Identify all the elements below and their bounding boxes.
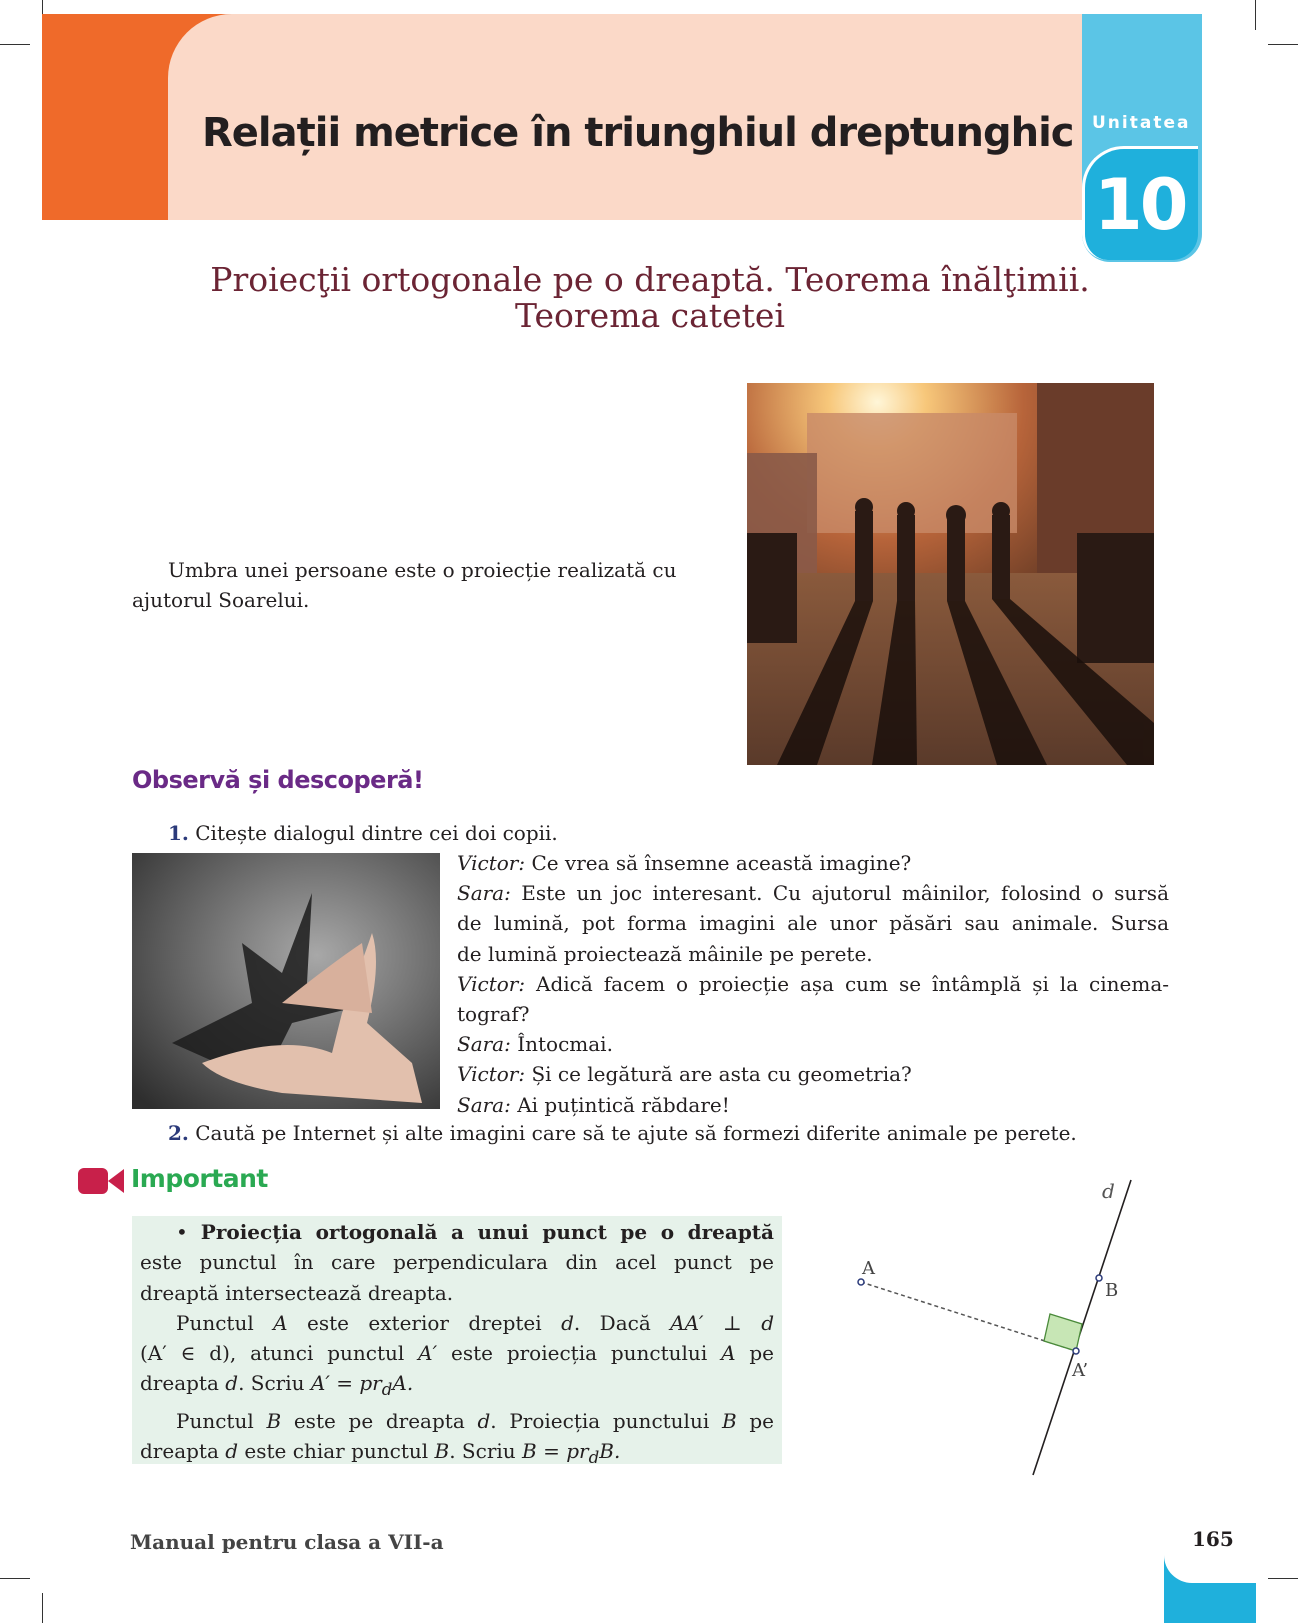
footer-book-title: Manual pentru clasa a VII-a xyxy=(130,1530,444,1554)
lesson-title xyxy=(100,262,1200,334)
def-word: este chiar punctul xyxy=(244,1439,429,1464)
def-word: pe xyxy=(749,1341,774,1366)
hand-shadow-illustration xyxy=(132,853,440,1109)
dialog-line xyxy=(457,969,1169,999)
exercise-item-2 xyxy=(168,1118,1077,1148)
point-B xyxy=(1096,1275,1102,1281)
math-formula: B. xyxy=(599,1439,621,1464)
def-line xyxy=(140,1406,774,1436)
chapter-title: Relații metrice în triunghiul dreptunghic xyxy=(202,110,1074,156)
math-formula: B = pr xyxy=(522,1439,589,1464)
crop-mark xyxy=(0,1578,30,1579)
def-word: . Proiecția punctului xyxy=(490,1408,710,1433)
item1-number: 1. xyxy=(168,821,189,845)
crop-mark xyxy=(1268,44,1298,45)
dialog-line xyxy=(457,1059,1169,1089)
def-word: . Scriu xyxy=(238,1371,305,1396)
camera-icon xyxy=(78,1166,124,1196)
def-word: este pe dreapta xyxy=(293,1408,465,1433)
def-line xyxy=(140,1338,774,1368)
def-line: dreaptă intersectează dreapta. xyxy=(140,1280,454,1305)
crop-mark xyxy=(42,1593,43,1623)
hand-shadow-photo xyxy=(132,853,440,1109)
def-line xyxy=(140,1217,774,1247)
crop-mark xyxy=(0,44,30,45)
definition-text xyxy=(140,1217,774,1473)
important-heading: Important xyxy=(131,1164,268,1193)
dialog-line xyxy=(457,1029,1169,1059)
speaker-victor: Victor: xyxy=(457,971,526,996)
dialog-line xyxy=(457,1090,1169,1120)
math-subscript: d xyxy=(588,1448,600,1468)
right-angle-mark xyxy=(1044,1314,1082,1351)
math-formula: A. xyxy=(392,1371,414,1396)
def-line: este punctul în care perpendiculara din acel punct pe xyxy=(140,1250,774,1275)
dialog-text: Este un joc interesant. Cu ajutorul mâinilor, folosind o sursă xyxy=(521,881,1169,906)
def-word: dreapta xyxy=(140,1439,219,1464)
speaker-sara: Sara: xyxy=(457,1092,511,1117)
label-B: B xyxy=(1105,1280,1119,1301)
math-symbol: B xyxy=(721,1408,737,1433)
math-symbol: B xyxy=(434,1439,450,1464)
math-symbol: d xyxy=(477,1408,491,1433)
exercise-item-1 xyxy=(168,818,558,848)
def-word: . Dacă xyxy=(573,1310,651,1335)
label-d: d xyxy=(1102,1179,1115,1203)
page-number: 165 xyxy=(1192,1527,1234,1551)
math-symbol: d xyxy=(561,1310,574,1335)
speaker-sara: Sara: xyxy=(457,881,511,906)
intro-line2: ajutorul Soarelui. xyxy=(132,588,310,612)
point-A-prime xyxy=(1073,1348,1079,1354)
street-shadows-illustration xyxy=(747,383,1154,765)
intro-paragraph xyxy=(132,555,702,615)
math-symbol: B xyxy=(266,1408,282,1433)
def-word: Punctul xyxy=(176,1408,254,1433)
speaker-victor: Victor: xyxy=(457,851,526,875)
math-formula: A′ = pr xyxy=(310,1371,382,1396)
dialog-line: de lumină, pot forma imagini ale unor păsări sau animale. Sursa xyxy=(457,911,1169,936)
dialog-line xyxy=(457,848,1169,878)
item1-text: Citește dialogul dintre cei doi copii. xyxy=(195,821,558,845)
def-line xyxy=(140,1368,774,1405)
dialog-text: Adică facem o proiecție așa cum se întâmplă și la cinema- xyxy=(536,971,1170,996)
bullet: • xyxy=(176,1220,188,1244)
label-A-prime: A’ xyxy=(1072,1360,1089,1381)
def-word: . Scriu xyxy=(449,1439,516,1464)
def-word: (A′ ∈ d), atunci punctul xyxy=(140,1341,405,1366)
crop-mark xyxy=(1255,0,1256,30)
point-A xyxy=(858,1279,864,1285)
section-heading-observe: Observă și descoperă! xyxy=(132,766,424,794)
math-symbol: A xyxy=(273,1310,288,1335)
crop-mark xyxy=(1268,1578,1298,1579)
dialog-text: Întocmai. xyxy=(517,1032,613,1057)
def-line xyxy=(140,1308,774,1338)
dialog-text: Și ce legătură are asta cu geometria? xyxy=(531,1062,912,1087)
item2-text: Caută pe Internet și alte imagini care să te ajute să formezi diferite animale pe perete. xyxy=(195,1121,1077,1145)
def-word: este proiecția punctului xyxy=(451,1341,708,1366)
item2-number: 2. xyxy=(168,1121,189,1145)
projection-diagram xyxy=(840,1170,1160,1480)
def-word: Punctul xyxy=(176,1310,254,1335)
math-symbol: A xyxy=(721,1341,736,1366)
lesson-title-line2: Teorema catetei xyxy=(515,296,785,335)
dialog-text: Ai puțintică răbdare! xyxy=(517,1092,730,1117)
math-symbol: AA′ ⊥ d xyxy=(670,1310,775,1335)
dialog-block xyxy=(457,848,1169,1120)
math-symbol: A′ xyxy=(418,1341,438,1366)
def-term: Proiecția ortogonală a unui punct pe o dreaptă xyxy=(200,1220,774,1244)
math-symbol: d xyxy=(225,1439,239,1464)
speaker-sara: Sara: xyxy=(457,1032,511,1057)
unit-label: Unitatea xyxy=(1092,113,1191,133)
unit-number: 10 xyxy=(1094,164,1186,246)
dialog-line xyxy=(457,878,1169,908)
speaker-victor: Victor: xyxy=(457,1062,526,1087)
def-word: pe xyxy=(749,1408,774,1433)
intro-line1: Umbra unei persoane este o proiecție realizată cu xyxy=(168,558,677,582)
dialog-line: de lumină proiectează mâinile pe perete. xyxy=(457,941,873,966)
dialog-line: tograf? xyxy=(457,1002,530,1027)
street-shadows-photo xyxy=(747,383,1154,765)
math-symbol: d xyxy=(225,1371,239,1396)
def-word: dreapta xyxy=(140,1371,219,1396)
def-word: este exterior dreptei xyxy=(307,1310,542,1335)
math-subscript: d xyxy=(381,1380,393,1400)
dialog-text: Ce vrea să însemne această imagine? xyxy=(531,851,912,875)
def-line xyxy=(140,1436,774,1473)
lesson-title-line1: Proiecţii ortogonale pe o dreaptă. Teorema înălţimii. xyxy=(210,260,1090,299)
label-A: A xyxy=(862,1258,875,1279)
